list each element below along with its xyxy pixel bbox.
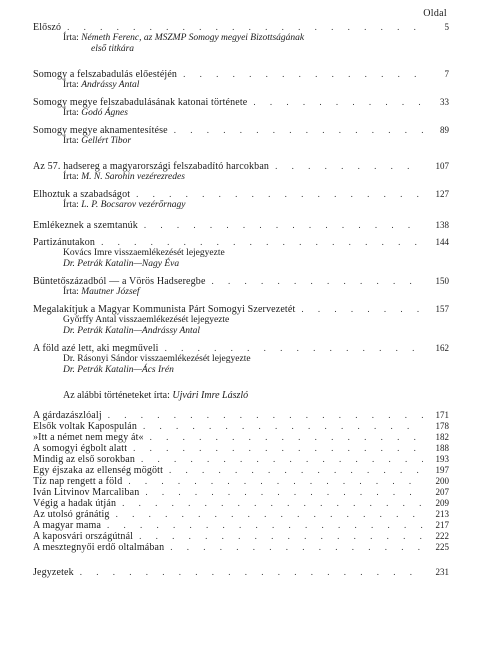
story-page-number: 222	[435, 531, 449, 541]
dot-leader	[253, 97, 423, 108]
dot-leader	[128, 476, 423, 487]
story-page-number: 193	[435, 454, 449, 464]
entry-page-number: 127	[435, 189, 449, 199]
toc-entry[interactable]	[33, 220, 449, 231]
author-name: L. P. Bocsarov vezérőrnagy	[81, 200, 186, 210]
dot-leader	[108, 410, 423, 421]
author-prefix: Írta:	[63, 287, 79, 297]
story-entry[interactable]	[33, 465, 449, 476]
dot-leader	[301, 304, 423, 315]
entry-title: Somogy a felszabadulás előestéjén	[33, 69, 178, 80]
story-page-number: 178	[435, 421, 449, 431]
stories-section-heading	[33, 390, 449, 401]
dot-leader	[122, 498, 423, 509]
entry-page-number: 157	[435, 304, 449, 314]
author-prefix: Írta:	[63, 80, 79, 90]
section-author: Ujvári Imre László	[172, 390, 249, 401]
story-title: Egy éjszaka az ellenség mögött	[33, 465, 164, 476]
entry-title: Büntetőszázadból — a Vörös Hadseregbe	[33, 276, 206, 287]
entry-author-line	[33, 80, 449, 91]
dot-leader	[139, 531, 423, 542]
story-page-number: 207	[435, 487, 449, 497]
entry-page-number: 107	[435, 161, 449, 171]
entry-page-number: 33	[440, 97, 449, 107]
entry-title: Somogy megye felszabadulásának katonai története	[33, 97, 248, 108]
story-title: Iván Litvinov Marcaliban	[33, 487, 140, 498]
story-entry[interactable]	[33, 454, 449, 465]
entry-title: Partizánutakon	[33, 237, 96, 248]
story-page-number: 225	[435, 542, 449, 552]
recorded-by-line: Dr. Rásonyi Sándor visszaemlékezését lejegyezte	[63, 354, 251, 364]
story-page-number: 188	[435, 443, 449, 453]
author-title-line: első titkára	[91, 44, 135, 54]
toc-entry[interactable]	[33, 125, 449, 136]
dot-leader	[275, 161, 423, 172]
dot-leader	[143, 421, 423, 432]
story-entry[interactable]	[33, 487, 449, 498]
dot-leader	[212, 276, 423, 287]
dot-leader	[169, 465, 423, 476]
entry-page-number: 150	[435, 276, 449, 286]
story-page-number: 182	[435, 432, 449, 442]
story-title: »Itt a német nem megy át«	[33, 432, 144, 443]
author-prefix: Írta:	[63, 108, 79, 118]
author-name: M. N. Sarohin vezérezredes	[81, 172, 185, 182]
story-entry[interactable]	[33, 443, 449, 454]
author-name: Godó Ágnes	[81, 108, 128, 118]
entry-page-number: 144	[435, 237, 449, 247]
story-page-number: 171	[435, 410, 449, 420]
dot-leader	[170, 542, 423, 553]
entry-title: Megalakítjuk a Magyar Kommunista Párt Somogyi Szervezetét	[33, 304, 296, 315]
recorder-names: Dr. Petrák Katalin—Ács Irén	[63, 365, 174, 375]
story-entry[interactable]	[33, 542, 449, 553]
dot-leader	[107, 520, 423, 531]
story-title: A gárdazászlóalj	[33, 410, 102, 421]
story-title: A kaposvári országútnál	[33, 531, 134, 542]
dot-leader	[174, 125, 423, 136]
dot-leader	[101, 237, 423, 248]
story-entry[interactable]	[33, 432, 449, 443]
entry-title: Előszó	[33, 22, 62, 33]
entry-page-number: 162	[435, 343, 449, 353]
author-prefix: Írta:	[63, 33, 79, 43]
entry-page-number: 7	[444, 69, 449, 79]
section-prefix: Az alábbi történeteket írta:	[63, 390, 170, 401]
story-entry[interactable]	[33, 476, 449, 487]
story-entry[interactable]	[33, 421, 449, 432]
story-entry[interactable]	[33, 531, 449, 542]
story-entry[interactable]	[33, 498, 449, 509]
story-entry[interactable]	[33, 509, 449, 520]
recorded-by-line: Győrffy Antal visszaemlékezését lejegyezte	[63, 315, 230, 325]
story-title: Az utolsó gránátig	[33, 509, 110, 520]
dot-leader	[145, 487, 423, 498]
entry-author-line	[33, 136, 449, 147]
story-title: Végig a hadak útján	[33, 498, 117, 509]
entry-title: Somogy megye aknamentesítése	[33, 125, 168, 136]
recorder-names: Dr. Petrák Katalin—Andrássy Antal	[63, 326, 201, 336]
dot-leader	[183, 69, 423, 80]
story-entry[interactable]	[33, 410, 449, 421]
author-prefix: Írta:	[63, 200, 79, 210]
stories-list	[33, 410, 449, 553]
toc-entry[interactable]	[33, 97, 449, 108]
story-page-number: 209	[435, 498, 449, 508]
recorder-names: Dr. Petrák Katalin—Nagy Éva	[63, 259, 180, 269]
recorded-by-line: Kovács Imre visszaemlékezését lejegyezte	[63, 248, 225, 258]
entry-title: Elhoztuk a szabadságot	[33, 189, 131, 200]
story-title: Elsők voltak Kapospulán	[33, 421, 137, 432]
author-name: Mautner József	[81, 287, 140, 297]
author-prefix: Írta:	[63, 172, 79, 182]
entry-author-line	[33, 287, 449, 298]
story-page-number: 213	[435, 509, 449, 519]
author-prefix: Írta:	[63, 136, 79, 146]
toc-entry[interactable]	[33, 69, 449, 80]
page-column-header: Oldal	[423, 8, 447, 19]
entry-title: Az 57. hadsereg a magyarországi felszabadító harcokban	[33, 161, 270, 172]
dot-leader	[150, 432, 423, 443]
entry-author-line	[33, 33, 449, 44]
dot-leader	[144, 220, 423, 231]
story-title: A magyar mama	[33, 520, 102, 531]
story-page-number: 217	[435, 520, 449, 530]
toc-entry[interactable]	[33, 304, 449, 315]
entry-title: A föld azé lett, aki megműveli	[33, 343, 159, 354]
entry-title: Emlékeznek a szemtanúk	[33, 220, 138, 231]
dot-leader	[116, 509, 423, 520]
story-title: Tíz nap rengett a föld	[33, 476, 123, 487]
entry-author-line	[33, 108, 449, 119]
toc-entry[interactable]	[33, 189, 449, 200]
entry-page-number: 231	[435, 567, 449, 577]
entry-author-line	[33, 172, 449, 183]
toc-entry[interactable]	[33, 161, 449, 172]
story-entry[interactable]	[33, 520, 449, 531]
entry-page-number: 89	[440, 125, 449, 135]
story-page-number: 197	[435, 465, 449, 475]
entry-page-number: 138	[435, 220, 449, 230]
dot-leader	[165, 343, 423, 354]
toc-entry[interactable]	[33, 22, 449, 33]
toc-entry[interactable]	[33, 237, 449, 248]
table-of-contents	[33, 22, 449, 578]
story-title: A mesztegnyői erdő oltalmában	[33, 542, 165, 553]
author-name: Németh Ferenc, az MSZMP Somogy megyei Bizottságának	[81, 33, 305, 43]
dot-leader	[136, 189, 423, 200]
story-title: Mindig az első sorokban	[33, 454, 136, 465]
dot-leader	[80, 567, 423, 578]
dot-leader	[133, 443, 423, 454]
author-name: Gellért Tibor	[81, 136, 132, 146]
author-name: Andrássy Antal	[81, 80, 140, 90]
story-page-number: 200	[435, 476, 449, 486]
entry-title: Jegyzetek	[33, 567, 74, 578]
toc-entry[interactable]	[33, 567, 449, 578]
entry-author-line	[33, 200, 449, 211]
entry-page-number: 5	[444, 22, 449, 32]
story-title: A somogyi égbolt alatt	[33, 443, 128, 454]
dot-leader	[67, 22, 423, 33]
dot-leader	[141, 454, 423, 465]
toc-entry[interactable]	[33, 343, 449, 354]
toc-entry[interactable]	[33, 276, 449, 287]
